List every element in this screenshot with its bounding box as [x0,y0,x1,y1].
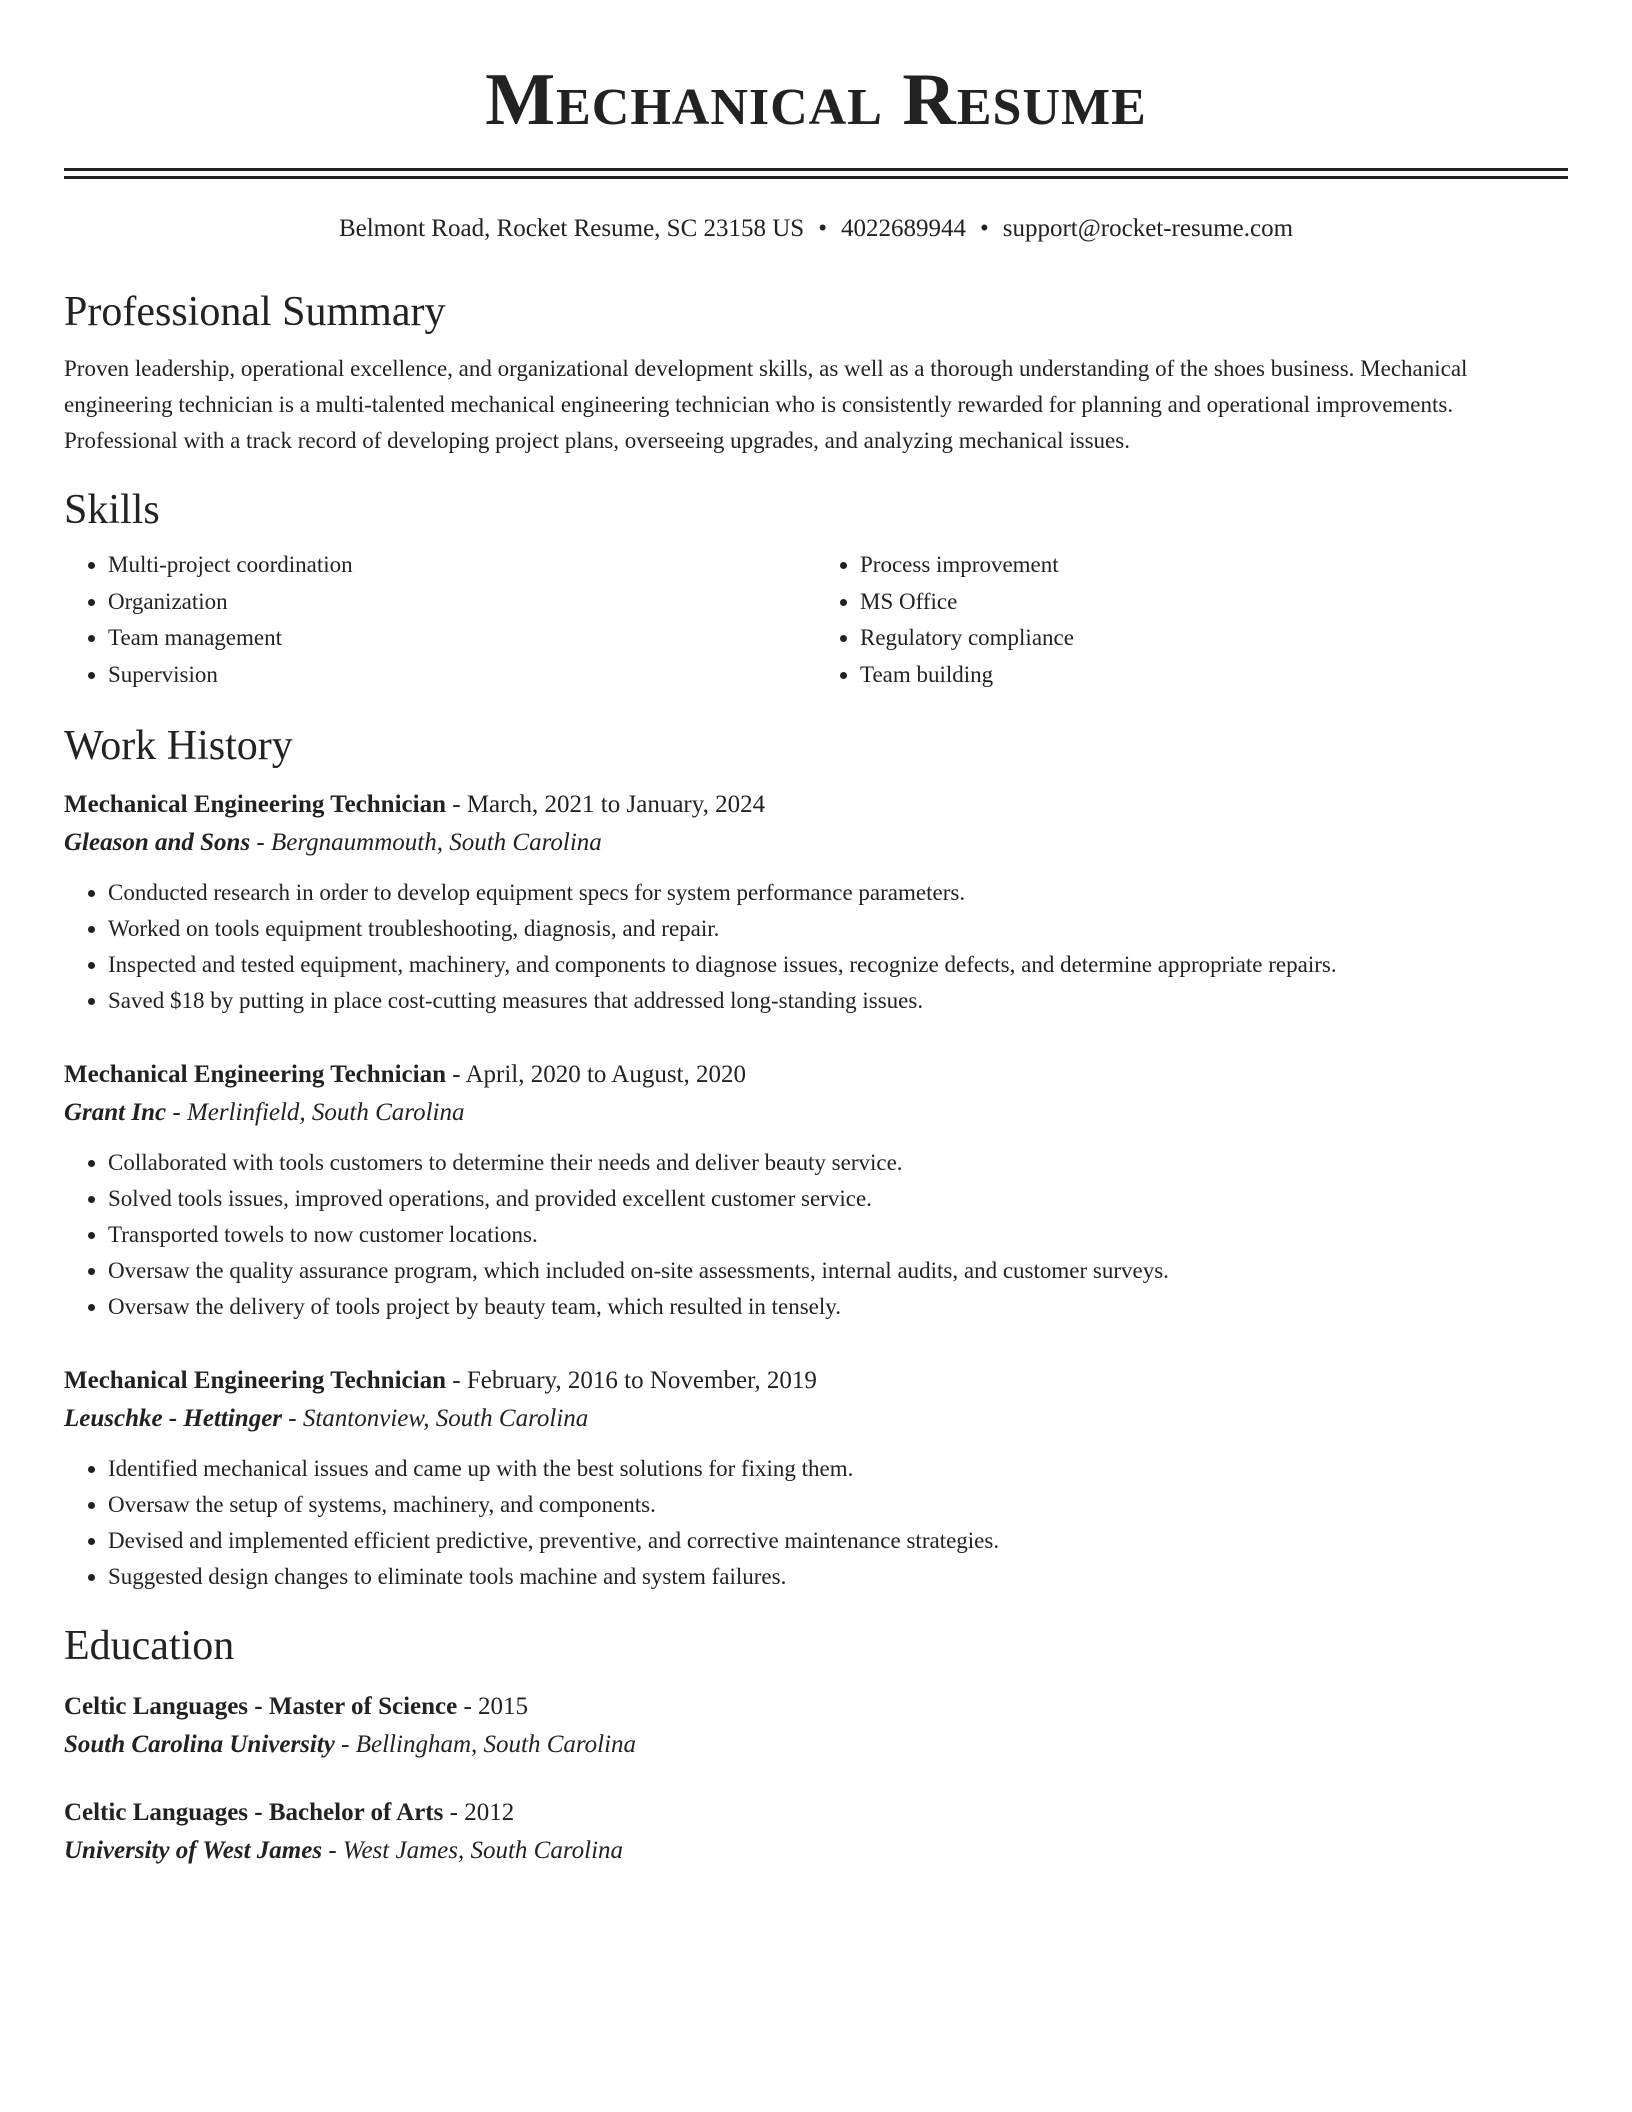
job-dates: March, 2021 to January, 2024 [466,791,766,818]
job-bullet: • Oversaw the quality assurance program, which included on-site assessments, internal audits, and customer surveys. [108,1253,1568,1289]
education-year: 2015 [478,1693,529,1720]
section-title-summary: Professional Summary [64,289,446,335]
job-bullet: • Collaborated with tools customers to determine their needs and deliver beauty service. [108,1145,1568,1181]
job-role: Mechanical Engineering Technician [64,791,446,818]
job-bullet: • Oversaw the delivery of tools project by beauty team, which resulted in tensely. [108,1289,1568,1325]
job-bullet: • Solved tools issues, improved operations, and provided excellent customer service. [108,1181,1568,1217]
job-company: Grant Inc [64,1099,167,1126]
contact-line [64,213,1568,245]
education-degree: Celtic Languages - Master of Science [64,1693,458,1720]
job-role: Mechanical Engineering Technician [64,1061,446,1088]
education-school-line: University of West James - West James, South Carolina [64,1837,624,1864]
job-employer: Gleason and Sons - Bergnaummouth, South Carolina [64,829,602,856]
summary-text: Proven leadership, operational excellence, and organizational development skills, as well as a thorough understanding of the shoes business. Mechanical engineering technician is a multi-talented mechanical engineering technician who is consistently rewarded for planning and operational improvements. Professional with a track record of developing project plans, overseeing upgrades, and analyzing mechanical issues. [64,356,1468,453]
job-employer: Leuschke - Hettinger - Stantonview, South Carolina [64,1405,589,1432]
contact-separator: • [818,215,827,242]
job-role: Mechanical Engineering Technician [64,1367,446,1394]
job-entry [64,1057,1568,1325]
job-bullet: • Devised and implemented efficient predictive, preventive, and corrective maintenance strategies. [108,1523,1568,1559]
job-dates: February, 2016 to November, 2019 [466,1367,817,1394]
skill-item: • Multi-project coordination [108,547,816,584]
job-bullet: • Inspected and tested equipment, machinery, and components to diagnose issues, recognize defects, and determine appropriate repairs. [108,947,1568,983]
education-school: South Carolina University [64,1731,335,1758]
education-location: Bellingham, South Carolina [355,1731,637,1758]
skill-item: • MS Office [860,584,1568,621]
job-location: Merlinfield, South Carolina [186,1099,465,1126]
job-entry [64,1363,1568,1595]
education-heading: Celtic Languages - Master of Science - 2015 [64,1693,529,1720]
job-bullet: • Conducted research in order to develop equipment specs for system performance parameters. [108,875,1568,911]
contact-separator: • [979,215,989,242]
skills-column-right [816,547,1568,693]
job-heading: Mechanical Engineering Technician - March, 2021 to January, 2024 [64,791,766,818]
job-bullet: • Transported towels to now customer locations. [108,1217,1568,1253]
job-location: Stantonview, South Carolina [302,1405,589,1432]
skills-column-left [64,547,816,693]
job-bullet: • Oversaw the setup of systems, machinery, and components. [108,1487,1568,1523]
job-bullets [64,1451,1568,1595]
job-bullet: • Saved $18 by putting in place cost-cutting measures that addressed long-standing issues. [108,983,1568,1019]
skill-item: • Team management [108,620,816,657]
skill-item: • Process improvement [860,547,1568,584]
education-location: West James, South Carolina [342,1837,624,1864]
job-bullets [64,1145,1568,1325]
job-bullet: • Identified mechanical issues and came up with the best solutions for fixing them. [108,1451,1568,1487]
job-bullet: • Worked on tools equipment troubleshooting, diagnosis, and repair. [108,911,1568,947]
job-company: Gleason and Sons [64,829,251,856]
job-heading: Mechanical Engineering Technician - April, 2020 to August, 2020 [64,1061,747,1088]
education-year: 2012 [464,1799,515,1826]
job-entry [64,787,1568,1019]
skill-item: • Regulatory compliance [860,620,1568,657]
skills-list [64,547,1568,693]
education-heading: Celtic Languages - Bachelor of Arts - 2012 [64,1799,515,1826]
job-bullet: • Suggested design changes to eliminate tools machine and system failures. [108,1559,1568,1595]
job-company: Leuschke - Hettinger [64,1405,283,1432]
skill-item: • Supervision [108,657,816,694]
contact-email: support@rocket-resume.com [1002,215,1294,242]
education-school-line: South Carolina University - Bellingham, South Carolina [64,1731,637,1758]
job-dates: April, 2020 to August, 2020 [465,1061,747,1088]
education-school: University of West James [64,1837,323,1864]
header-double-rule [64,168,1568,179]
education-entry [64,1795,1568,1871]
contact-phone: 4022689944 [840,215,966,242]
section-title-skills: Skills [64,487,160,533]
job-employer: Grant Inc - Merlinfield, South Carolina [64,1099,465,1126]
skill-item: • Team building [860,657,1568,694]
section-title-education: Education [64,1623,235,1669]
job-bullets [64,875,1568,1019]
contact-address: Belmont Road, Rocket Resume, SC 23158 US [338,215,805,242]
education-degree: Celtic Languages - Bachelor of Arts [64,1799,444,1826]
job-location: Bergnaummouth, South Carolina [271,829,602,856]
job-heading: Mechanical Engineering Technician - February, 2016 to November, 2019 [64,1367,817,1394]
education-entry [64,1689,1568,1765]
skill-item: • Organization [108,584,816,621]
section-title-work-history: Work History [64,723,293,769]
resume-name: Mechanical Resume [485,59,1147,141]
